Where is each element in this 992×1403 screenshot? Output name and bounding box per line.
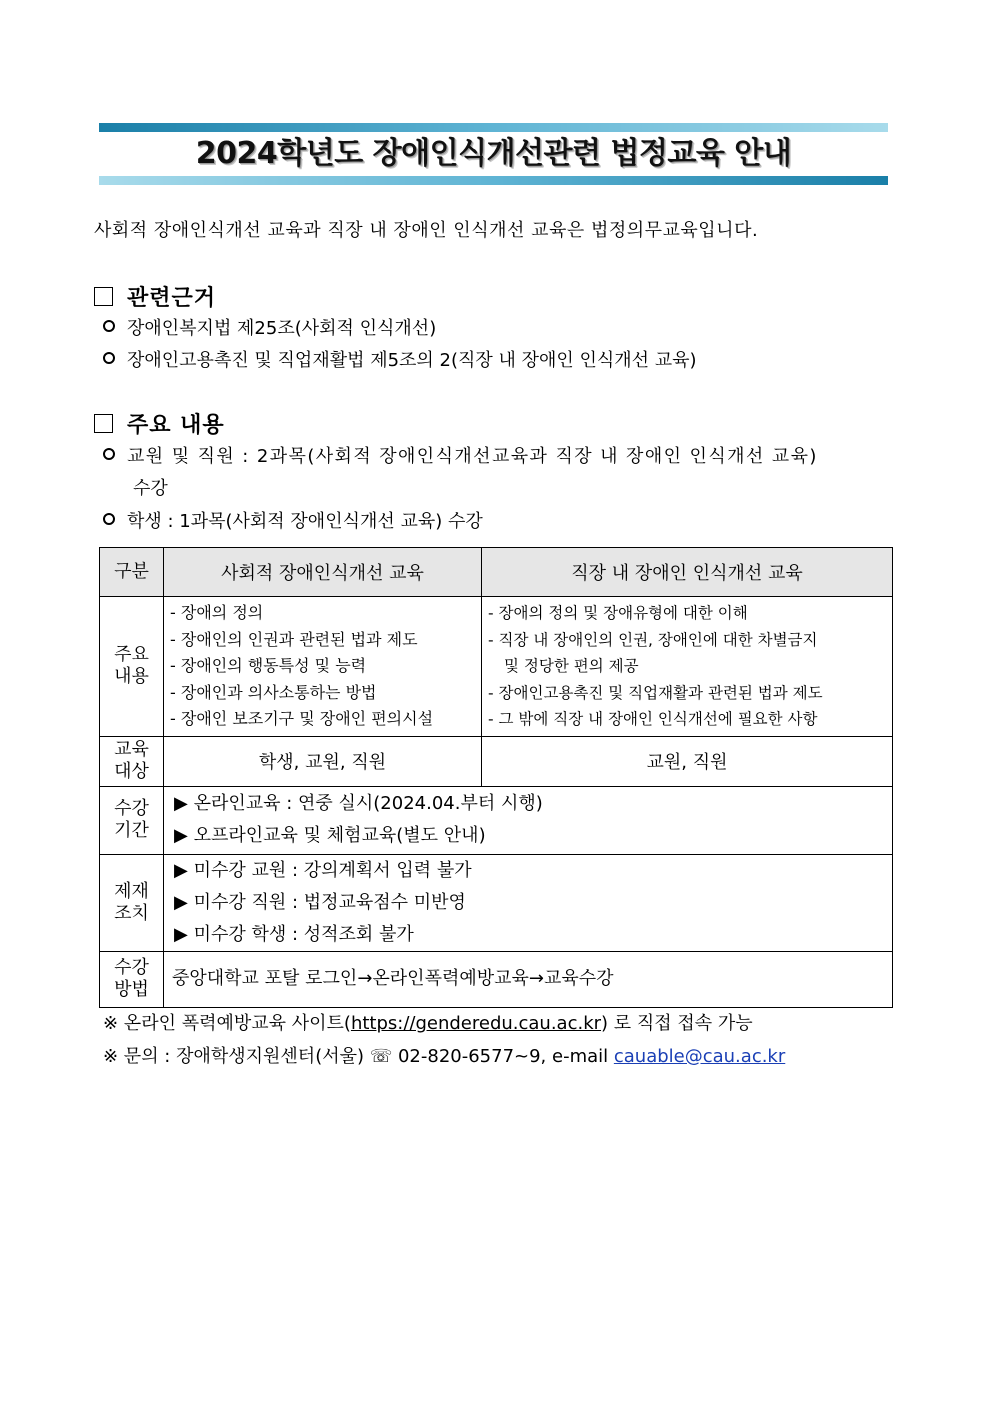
row-label <box>100 736 164 786</box>
circle-bullet-icon <box>103 513 115 525</box>
list-item-text: 장애인고용촉진 및 직업재활법 제5조의 2(직장 내 장애인 인식개선 교육) <box>127 350 697 371</box>
row-label-line: 방법 <box>114 979 149 1000</box>
row-label <box>100 951 164 1007</box>
list-item-text: 학생 : 1과목(사회적 장애인식개선 교육) 수강 <box>127 511 483 532</box>
content-line: - 그 밖에 직장 내 장애인 인식개선에 필요한 사항 <box>488 710 818 728</box>
content-line: - 장애인고용촉진 및 직업재활과 관련된 법과 제도 <box>488 683 823 702</box>
target-col2: 교원, 직원 <box>482 736 893 786</box>
title-bar-bottom <box>99 176 888 185</box>
note-contact-prefix: ※ 문의 : 장애학생지원센터(서울) ☏ 02-820-6577~9, e-mail <box>103 1046 614 1067</box>
period-line: ▶ 온라인교육 : 연중 실시(2024.04.부터 시행) <box>174 793 543 814</box>
sanction-cell <box>164 854 893 951</box>
table-row <box>100 951 893 1007</box>
table-row <box>100 548 893 597</box>
list-item <box>103 346 697 372</box>
list-item-continuation: 수강 <box>133 478 168 499</box>
content-line: - 장애의 정의 및 장애유형에 대한 이해 <box>488 604 748 622</box>
content-col1 <box>164 597 482 737</box>
period-line: ▶ 오프라인교육 및 체험교육(별도 안내) <box>174 825 486 846</box>
row-label <box>100 854 164 951</box>
content-line: - 장애의 정의 <box>170 603 264 622</box>
row-label-line: 수강 <box>114 957 149 978</box>
row-label-line: 주요 <box>114 644 149 666</box>
section-basis-heading: 관련근거 <box>127 286 217 311</box>
site-link[interactable]: https://genderedu.cau.ac.kr <box>350 1013 602 1034</box>
note-site-prefix: ※ 온라인 폭력예방교육 사이트( <box>103 1013 351 1034</box>
circle-bullet-icon <box>103 320 115 332</box>
page-title: 2024학년도 장애인식개선관련 법정교육 안내 <box>195 136 792 171</box>
content-line: - 장애인의 인권과 관련된 법과 제도 <box>170 629 418 649</box>
row-label-line: 조치 <box>114 902 149 924</box>
content-line: - 장애인의 행동특성 및 능력 <box>170 656 367 675</box>
table-row <box>100 736 893 786</box>
note-contact <box>103 1042 785 1068</box>
section-basis <box>94 281 216 312</box>
title-bar-top <box>99 123 888 132</box>
email-link[interactable]: cauable@cau.ac.kr <box>613 1046 786 1067</box>
table-row <box>100 854 893 951</box>
section-content-heading: 주요 내용 <box>127 413 225 438</box>
header-label: 구분 <box>100 548 164 597</box>
intro-text: 사회적 장애인식개선 교육과 직장 내 장애인 인식개선 교육은 법정의무교육입니다. <box>94 220 759 241</box>
list-item <box>103 507 483 533</box>
row-label-line: 기간 <box>114 820 149 841</box>
content-col2 <box>482 597 893 737</box>
content-line: - 장애인과 의사소통하는 방법 <box>170 682 377 702</box>
list-item <box>103 314 436 340</box>
header-col2: 직장 내 장애인 인식개선 교육 <box>482 548 893 597</box>
table-row <box>100 597 893 737</box>
period-cell <box>164 786 893 854</box>
row-label <box>100 597 164 737</box>
header-col1: 사회적 장애인식개선 교육 <box>164 548 482 597</box>
method-cell <box>164 951 893 1007</box>
square-bullet-icon <box>94 414 113 433</box>
list-item-text: 교원 및 직원 : 2과목(사회적 장애인식개선교육과 직장 내 장애인 인식개선 교육) <box>127 446 818 467</box>
circle-bullet-icon <box>103 352 115 364</box>
note-site-suffix: ) 로 직접 접속 가능 <box>601 1013 753 1034</box>
note-site <box>103 1009 753 1035</box>
content-line: - 직장 내 장애인의 인권, 장애인에 대한 차별금지 <box>488 630 818 649</box>
education-table <box>99 547 893 1008</box>
row-label-line: 대상 <box>114 761 149 782</box>
section-content <box>94 408 225 439</box>
row-label <box>100 786 164 854</box>
row-label-line: 수강 <box>114 798 149 819</box>
content-line: 및 정당한 편의 제공 <box>504 657 639 675</box>
sanction-line: ▶ 미수강 직원 : 법정교육점수 미반영 <box>174 891 466 913</box>
sanction-line: ▶ 미수강 학생 : 성적조회 불가 <box>174 923 414 945</box>
table-row <box>100 786 893 854</box>
content-line: - 장애인 보조기구 및 장애인 편의시설 <box>170 709 434 728</box>
sanction-line: ▶ 미수강 교원 : 강의계획서 입력 불가 <box>174 859 472 881</box>
circle-bullet-icon <box>103 448 115 460</box>
square-bullet-icon <box>94 287 113 306</box>
method-text: 중앙대학교 포탈 로그인→온라인폭력예방교육→교육수강 <box>172 968 614 989</box>
target-col1: 학생, 교원, 직원 <box>164 736 482 786</box>
row-label-line: 교육 <box>114 739 149 760</box>
row-label-line: 제재 <box>114 880 149 902</box>
list-item-text: 장애인복지법 제25조(사회적 인식개선) <box>127 318 437 339</box>
row-label-line: 내용 <box>114 666 149 688</box>
list-item <box>103 442 818 468</box>
